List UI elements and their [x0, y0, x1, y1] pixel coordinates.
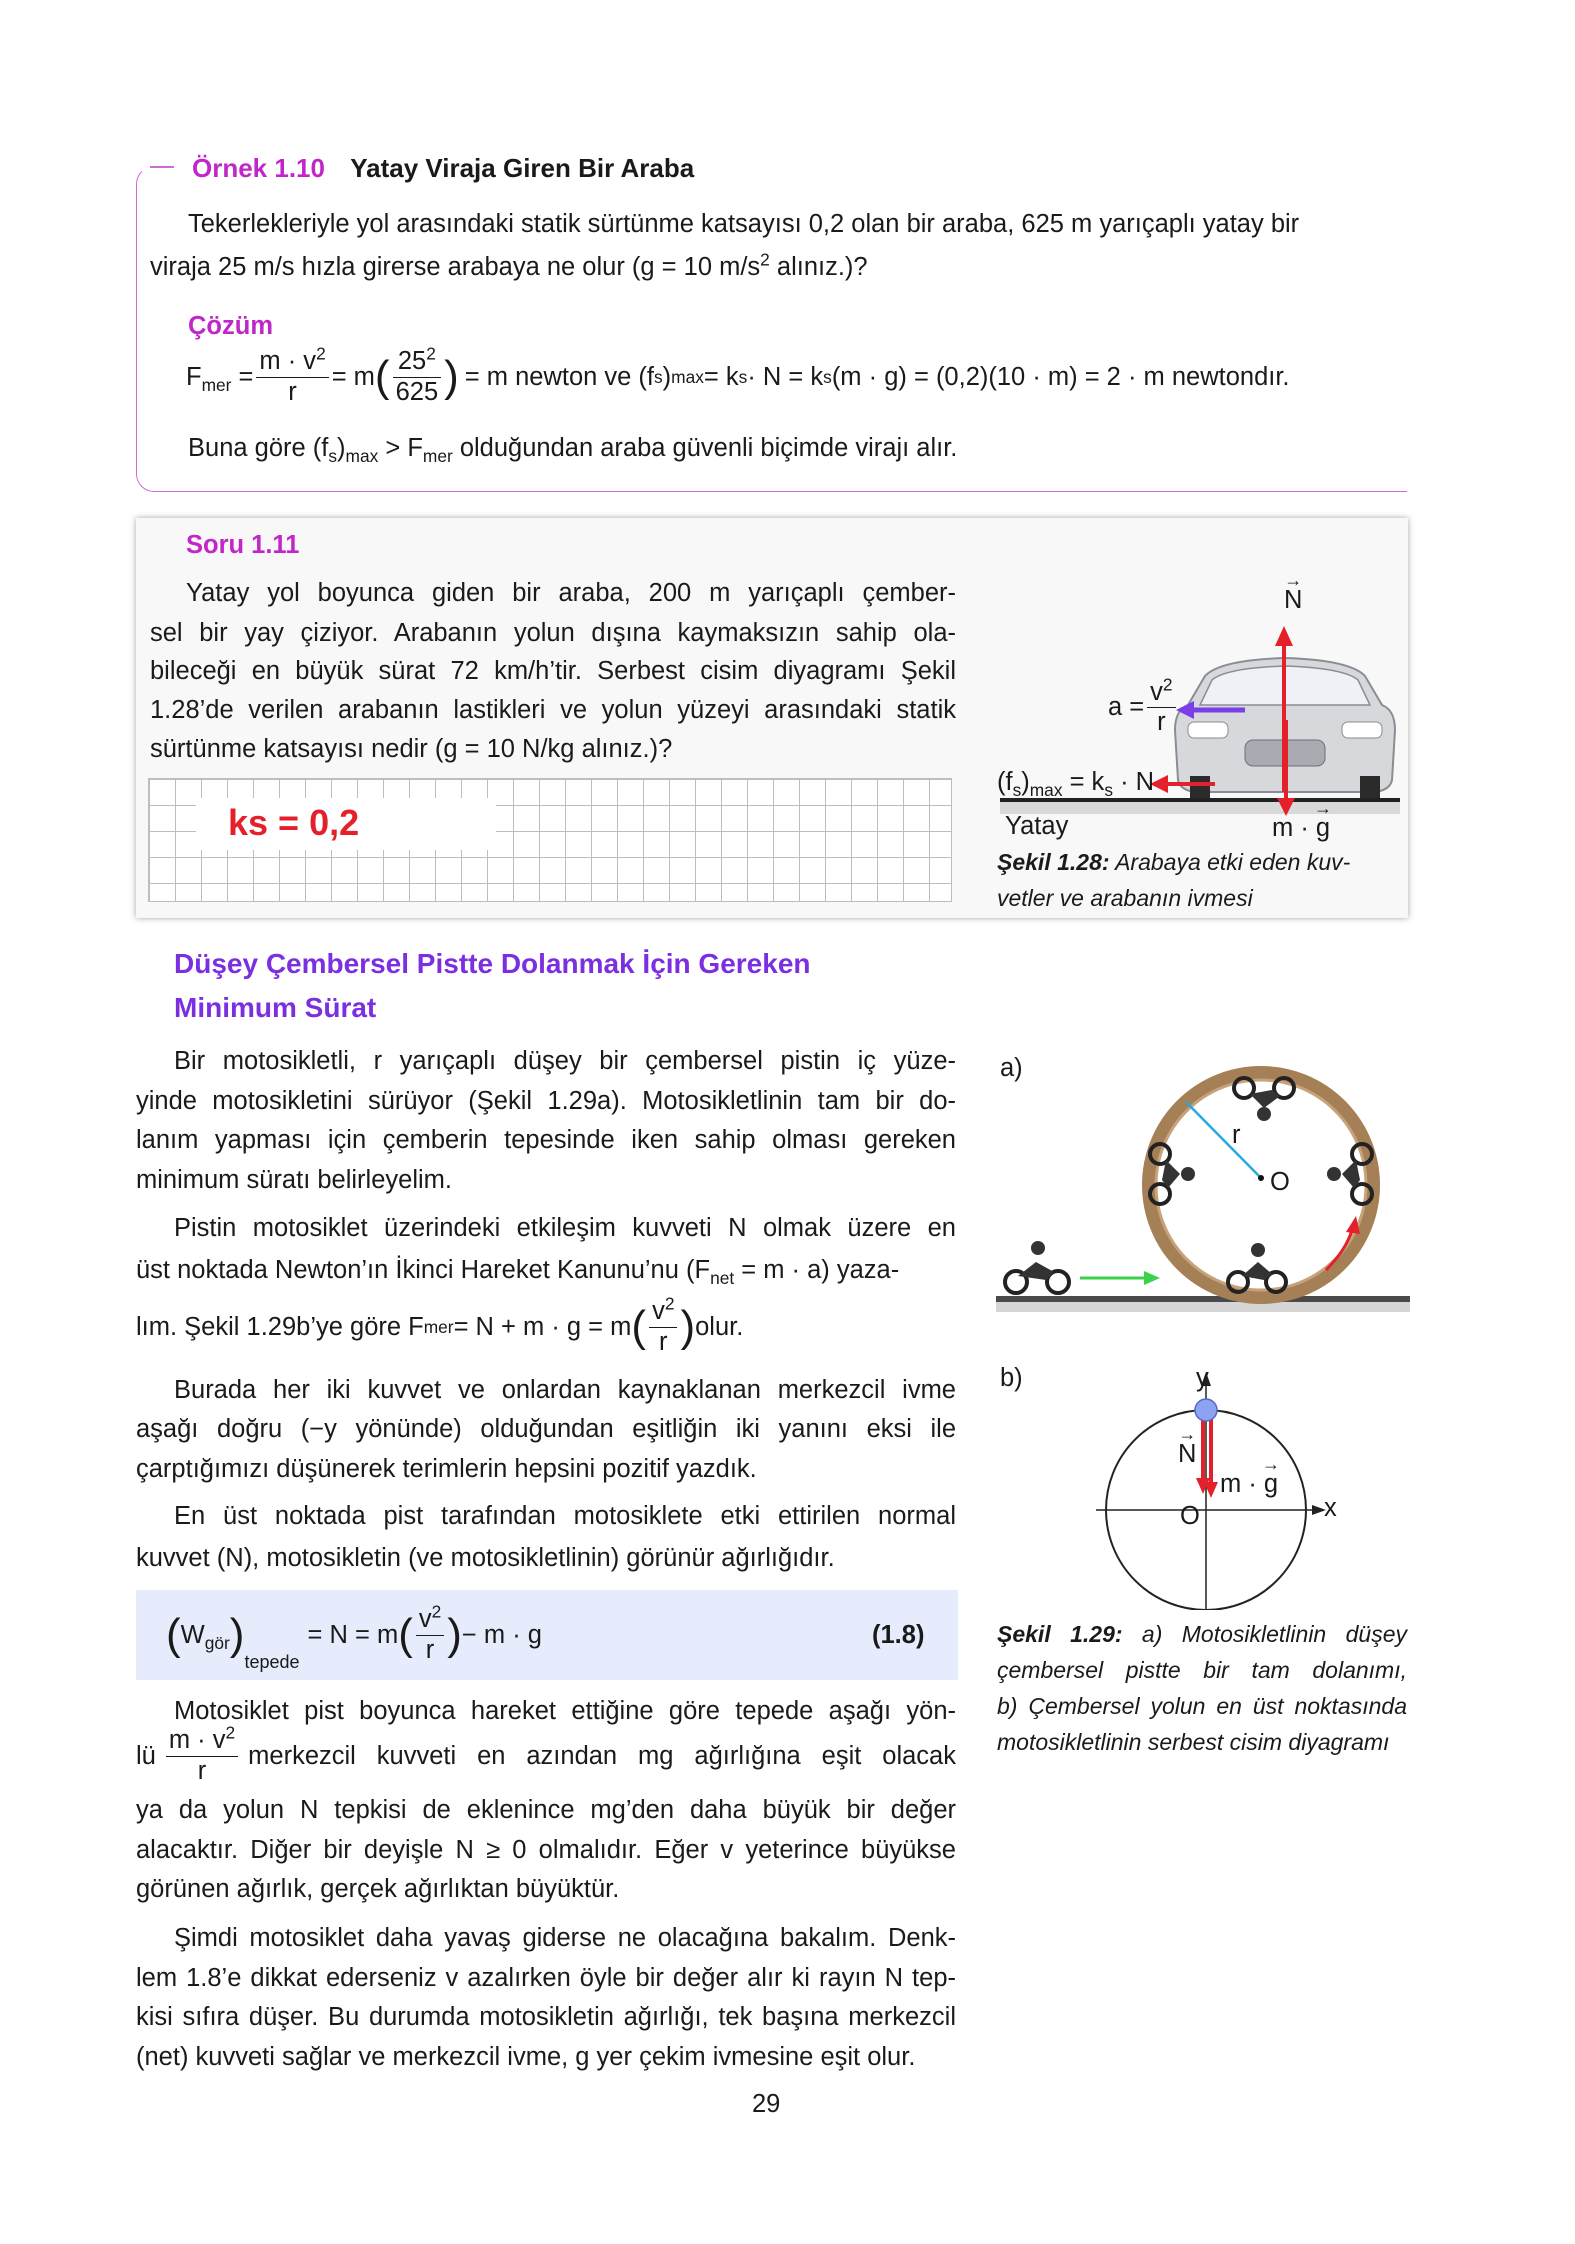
question-line: Yatay yol boyunca giden bir araba, 200 m yarıçaplı çember-: [186, 579, 956, 607]
equation-number: (1.8): [872, 1621, 925, 1649]
fig128-N-label: → N: [1284, 580, 1302, 620]
body-p5-line2: lü $\frac{m \cdot v^2}{r}$ merkezcil kuvveti en azından mg ağırlığına eşit olacak: [136, 1722, 956, 1785]
motorcycle-icon: [1234, 1078, 1294, 1121]
body-p6-line: (net) kuvveti sağlar ve merkezcil ivme, g yer çekim ivmesine eşit olur.: [136, 2043, 916, 2071]
body-p6-line: Şimdi motosiklet daha yavaş giderse ne olacağına bakalım. Denk-: [174, 1924, 956, 1952]
body-p1-line: yinde motosikletini sürüyor (Şekil 1.29a). Motosikletlinin tam bir do-: [136, 1087, 956, 1115]
body-p2-line3: lım. Şekil 1.29b’ye göre F mer = N + m · g = m ( $\frac{v^2}{r}$ ) olur.: [136, 1293, 744, 1356]
example-title: Yatay Viraja Giren Bir Araba: [350, 153, 695, 183]
body-p1-line: lanım yapması için çemberin tepesinde iken sahip olması gereken: [136, 1126, 956, 1154]
fig129-a-label: a): [1000, 1054, 1023, 1082]
body-p5-line: alacaktır. Diğer bir deyişle N ≥ 0 olmalıdır. Eğer v yeterince büyükse: [136, 1836, 956, 1864]
example-conclusion: Buna göre $(f_s)_{max} > F_{mer}$ olduğundan araba güvenli biçimde virajı alır.: [188, 434, 958, 467]
fig129-x-label: x: [1324, 1494, 1337, 1522]
answer-text: ks = 0,2: [228, 802, 360, 843]
fig129-b-label: b): [1000, 1364, 1023, 1392]
motorcycle-point: [1195, 1399, 1217, 1421]
radius-line: [1186, 1102, 1261, 1178]
question-line: 1.28’de verilen arabanın lastikleri ve yolun yüzeyi arasındaki statik: [150, 696, 956, 724]
section-heading-line2: Minimum Sürat: [174, 992, 377, 1023]
body-p2-line2: üst noktada Newton’ın İkinci Hareket Kanunu’nu $(F_{net} = m \cdot a)$ yaza-: [136, 1256, 900, 1289]
page-number: 29: [752, 2090, 781, 2118]
example-problem-line2: viraja 25 m/s hızla girerse arabaya ne olur (g = 10 $m/s^2$ alınız.)?: [150, 249, 868, 281]
fig129-N-label: → N: [1178, 1434, 1196, 1474]
fig128-a-label: a = $\frac{v^2}{r}$: [1108, 678, 1179, 738]
example-problem-line1: Tekerlekleriyle yol arasındaki statik sürtünme katsayısı 0,2 olan bir araba, 625 m yarıçaplı yatay bir: [188, 210, 1300, 238]
solution-label: Çözüm: [188, 312, 273, 340]
body-p6-line: lem 1.8’e dikkat ederseniz v azalırken öyle bir değer alır ki rayın N tep-: [136, 1964, 956, 1992]
figure-128-caption: Şekil 1.28: Arabaya etki eden kuv- vetler ve arabanın ivmesi: [997, 849, 1351, 911]
body-p1-line: Bir motosikletli, r yarıçaplı düşey bir çembersel pistin iç yüze-: [174, 1047, 956, 1075]
body-p5-line: görünen ağırlık, gerçek ağırlıktan büyüktür.: [136, 1875, 620, 1903]
equation-1-8: ( $W_{gör}$ ) tepede = N = m ( $\frac{v^2}{r}$ ) − m · g: [166, 1601, 542, 1672]
ground-line: [996, 1296, 1410, 1302]
body-p3-line: çarptığımızı düşünerek terimlerin hepsini pozitif yazdık.: [136, 1455, 757, 1483]
body-p4-line: kuvvet (N), motosikletin (ve motosikletlinin) görünür ağırlığıdır.: [136, 1544, 835, 1572]
fig128-fs-label: $(f_s)_{max} = k_s \cdot N$: [997, 768, 1155, 801]
fig128-mg-label: m · → g: [1272, 808, 1330, 848]
question-line: sürtünme katsayısı nedir (g = 10 N/kg alınız.)?: [150, 735, 673, 763]
center-point: [1258, 1175, 1264, 1181]
body-p2-line1: Pistin motosiklet üzerindeki etkileşim kuvveti N olmak üzere en: [174, 1214, 956, 1242]
body-p6-line: kisi sıfıra düşer. Bu durumda motosikletin ağırlığı, tek başına merkezcil: [136, 2003, 956, 2031]
motorcycle-icon: [1005, 1241, 1069, 1293]
body-p5-line1: Motosiklet pist boyunca hareket ettiğine göre tepede aşağı yön-: [174, 1697, 956, 1725]
motorcycle-icon: [1228, 1243, 1286, 1292]
figure-129a-loop: [996, 1050, 1410, 1316]
question-label: Soru 1.11: [186, 531, 300, 559]
figure-129-caption: Şekil 1.29: a) Motosikletlinin düşey çembersel pistte bir tam dolanımı, b) Çembersel yolun en üst noktasında motosikletlinin serbest cisim diyagramı: [997, 1621, 1407, 1755]
section-heading-line1: Düşey Çembersel Pistte Dolanmak İçin Gereken: [174, 948, 811, 979]
example-box-topline: [150, 166, 174, 168]
body-p3-line: Burada her iki kuvvet ve onlardan kaynaklanan merkezcil ivme: [174, 1376, 956, 1404]
fig128-yatay-label: Yatay: [1005, 812, 1069, 840]
example-label: Örnek 1.10: [192, 153, 325, 183]
loop-track: [1149, 1073, 1373, 1297]
question-line: bileceği en büyük sürat 72 km/h’tir. Serbest cisim diyagramı Şekil: [150, 657, 956, 685]
fig129-origin-label: O: [1180, 1502, 1200, 1530]
fig129-r-label: r: [1232, 1121, 1241, 1149]
example-header: [192, 148, 694, 188]
fig129-O-label: O: [1270, 1168, 1290, 1196]
body-p1-line: minimum süratı belirleyelim.: [136, 1166, 452, 1194]
question-line: sel bir yay çiziyor. Arabanın yolun dışına kaymaksızın sahip ola-: [150, 619, 956, 647]
body-p4-line: En üst noktada pist tarafından motosiklete etki ettirilen normal: [174, 1502, 956, 1530]
example-equation: $F_{mer}$ = $\frac{m \cdot v^2}{r}$ = m ( $\frac{25^2}{625}$ ) = m newton ve (f s ) max = k s · N = k s (m · g) = (0,2)(10 · m) = 2 · m newtondır.: [186, 343, 1290, 406]
body-p5-line: ya da yolun N tepkisi de eklenince mg’den daha büyük bir değer: [136, 1796, 956, 1824]
body-p3-line: aşağı doğru (−y yönünde) olduğundan eşitliğin iki yanını eksi ile: [136, 1415, 956, 1443]
fig129-mg-label: m · → g: [1220, 1464, 1278, 1504]
fig129-y-label: y: [1196, 1364, 1209, 1392]
